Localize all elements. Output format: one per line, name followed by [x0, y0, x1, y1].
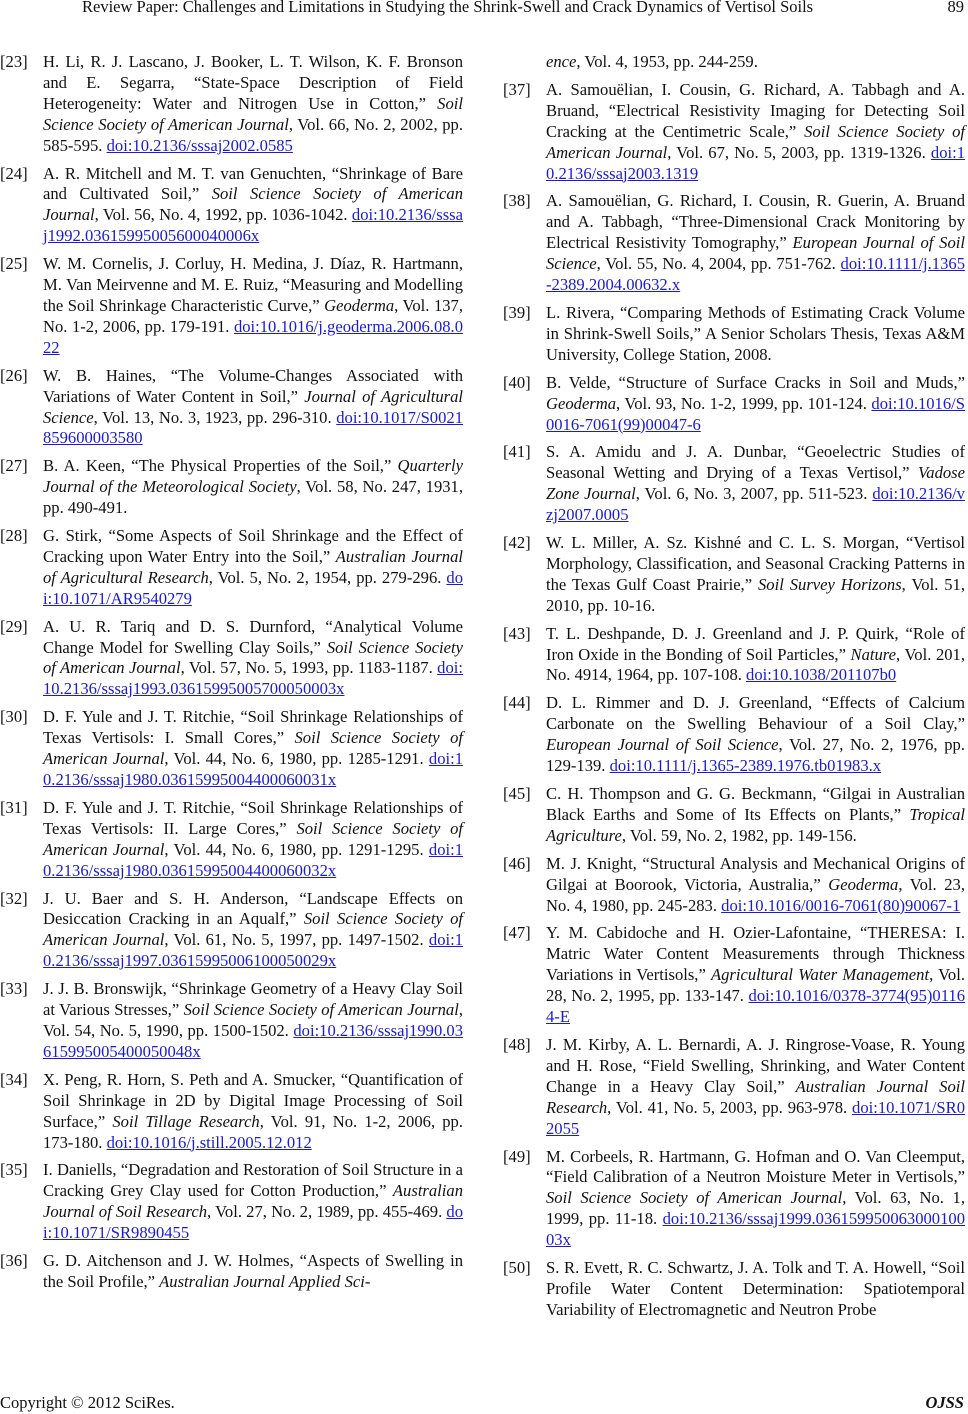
reference-journal: Geoderma [828, 874, 899, 894]
reference-item [0, 366, 463, 450]
reference-number: [40] [503, 372, 531, 392]
reference-number: [50] [503, 1258, 531, 1278]
doi-link[interactable]: doi:10.2136/sssaj1980.03615995004400060031x [43, 749, 464, 789]
reference-item [0, 1070, 463, 1154]
reference-authors-title: A. R. Mitchell and M. T. van Genuchten, “Shrinkage of Bare and Cultivated Soil,” [43, 163, 463, 204]
reference-authors-title: B. Velde, “Structure of Surface Cracks in Soil and Muds,” [546, 372, 965, 392]
reference-details: , Vol. 58, No. 247, 1931, pp. 490-491. [43, 477, 463, 518]
doi-link[interactable]: doi:10.1016/0016-7061(80)90067-1 [721, 895, 961, 915]
reference-details: , Vol. 57, No. 5, 1993, pp. 1183-1187. [180, 658, 438, 678]
reference-details: , Vol. 51, 2010, pp. 10-16. [546, 574, 966, 615]
reference-number: [38] [503, 191, 531, 211]
doi-link[interactable]: doi:10.1071/AR9540279 [43, 567, 463, 608]
reference-number: [37] [503, 79, 531, 99]
reference-item [503, 1258, 965, 1321]
reference-authors-title: W. B. Haines, “The Volume-Changes Associated with Variations of Water Content in Soil,” [43, 365, 463, 406]
reference-journal: Soil Science Society of American Journal [43, 909, 464, 950]
reference-journal: Quarterly Journal of the Meteorological Society [43, 456, 463, 497]
doi-link[interactable]: doi:10.2136/sssaj1980.03615995004400060032x [43, 839, 464, 880]
reference-authors-title: B. A. Keen, “The Physical Properties of the Soil,” [43, 456, 398, 476]
reference-item [0, 52, 463, 157]
reference-item [0, 617, 463, 701]
reference-item [0, 979, 463, 1063]
reference-details: , Vol. 23, No. 4, 1980, pp. 245-283. [546, 874, 965, 915]
reference-journal: Vadose Zone Journal [546, 463, 965, 504]
reference-item [503, 784, 965, 847]
reference-number: [49] [503, 1146, 531, 1166]
reference-journal: Journal of Agricultural Science [43, 386, 463, 427]
reference-item [503, 373, 965, 436]
reference-number: [30] [0, 707, 28, 727]
reference-details: , Vol. 201, No. 4914, 1964, pp. 107-108. [546, 644, 965, 685]
reference-details: , Vol. 93, No. 1-2, 1999, pp. 101-124. [616, 393, 872, 413]
reference-authors-title: J. M. Kirby, A. L. Bernardi, A. J. Ringrose-Voase, R. Young and H. Rose, “Field Swelling, Shrinking, and Water Content Change in a Heavy Clay Soil,” [546, 1034, 965, 1096]
reference-authors-title: I. Daniells, “Degradation and Restoration of Soil Structure in a Cracking Grey Clay used for Cotton Production,” [43, 1160, 463, 1201]
reference-number: [32] [0, 888, 28, 908]
reference-journal: Agricultural Water Management [711, 965, 930, 985]
doi-link[interactable]: doi:10.2136/vzj2007.0005 [546, 484, 965, 525]
doi-link[interactable]: doi:10.1017/S0021859600003580 [43, 407, 463, 448]
reference-number: [35] [0, 1160, 28, 1180]
reference-details: , Vol. 67, No. 5, 2003, pp. 1319-1326. [667, 142, 931, 162]
reference-journal: Soil Science Society of American Journal [546, 121, 965, 162]
reference-item [0, 254, 463, 359]
reference-number: [43] [503, 623, 531, 643]
reference-journal: Australian Journal Soil Research [546, 1076, 965, 1117]
doi-link[interactable]: doi:10.2136/sssaj1999.03615995006300010003x [546, 1209, 965, 1250]
reference-details: , Vol. 63, No. 1, 1999, pp. 11-18. [546, 1188, 965, 1229]
reference-journal: European Journal of Soil Science [546, 735, 779, 755]
reference-details: , Vol. 41, No. 5, 2003, pp. 963-978. [607, 1097, 853, 1117]
reference-number: [39] [503, 302, 531, 322]
doi-link[interactable]: doi:10.2136/sssaj1997.03615995006100050029x [43, 930, 464, 971]
reference-authors-title: T. L. Deshpande, D. J. Greenland and J. P. Quirk, “Role of Iron Oxide in the Bonding of Soil Particles,” [546, 623, 965, 664]
reference-number: [41] [503, 442, 531, 462]
running-header [0, 0, 968, 21]
reference-authors-title: G. Stirk, “Some Aspects of Soil Shrinkage and the Effect of Cracking upon Water Entry into the Soil,” [43, 526, 463, 566]
reference-details: , Vol. 13, No. 3, 1923, pp. 296-310. [93, 407, 337, 427]
references-left-column [0, 52, 463, 1300]
journal-abbreviation: OJSS [925, 1393, 964, 1412]
reference-authors-title: L. Rivera, “Comparing Methods of Estimating Crack Volume in Shrink-Swell Soils,” A Senior Scholars Thesis, Texas A&M University, College Station, 2008. [546, 302, 965, 364]
reference-journal: Nature [850, 644, 897, 664]
reference-journal: Soil Science Society of American Journal [183, 1000, 459, 1020]
reference-authors-title: M. J. Knight, “Structural Analysis and Mechanical Origins of Gilgai at Boorook, Victoria, Australia,” [546, 853, 965, 894]
reference-authors-title: W. M. Cornelis, J. Corluy, H. Medina, J. Díaz, R. Hartmann, M. Van Meirvenne and M. E. Ruiz, “Measuring and Modelling the Soil Shrinkage Characteristic Curve,” [43, 254, 463, 315]
reference-details: , Vol. 5, No. 2, 1954, pp. 279-296. [208, 567, 447, 587]
doi-link[interactable]: doi:10.2136/sssaj1993.03615995005700050003x [43, 658, 463, 699]
reference-item [503, 191, 965, 296]
reference-item [0, 164, 463, 248]
reference-item [503, 854, 965, 917]
reference-authors-title: W. L. Miller, A. Sz. Kishné and C. L. S. Morgan, “Vertisol Morphology, Classification, and Seasonal Cracking Patterns in the Texas Gulf Coast Prairie,” [546, 533, 965, 594]
reference-journal: ence [546, 52, 577, 71]
reference-details: , Vol. 4, 1953, pp. 244-259. [576, 52, 758, 71]
running-title: Review Paper: Challenges and Limitations in Studying the Shrink-Swell and Crack Dynamics of Vertisol Soils [82, 0, 814, 16]
reference-authors-title: A. Samouëlian, G. Richard, I. Cousin, R. Guerin, A. Bruand and A. Tabbagh, “Three-Dimensional Crack Monitoring by Electrical Resistivity Tomography,” [546, 191, 965, 253]
reference-item [0, 1160, 463, 1244]
reference-authors-title: X. Peng, R. Horn, S. Peth and A. Smucker, “Quantification of Soil Shrinkage in 2D by Digital Image Processing of Soil Surface,” [43, 1069, 463, 1131]
copyright-notice: Copyright © 2012 SciRes. [0, 1393, 175, 1412]
reference-details: , Vol. 44, No. 6, 1980, pp. 1285-1291. [164, 749, 429, 769]
reference-journal: Soil Science Society of American Journal [546, 1188, 843, 1208]
reference-details: , Vol. 44, No. 6, 1980, pp. 1291-1295. [164, 839, 429, 859]
doi-link[interactable]: doi:10.1016/0378-3774(95)01164-E [546, 986, 965, 1027]
reference-journal: European Journal of Soil Science [546, 233, 965, 274]
reference-item [503, 80, 965, 185]
reference-number: [46] [503, 853, 531, 873]
reference-number: [48] [503, 1034, 531, 1054]
reference-details: , Vol. 55, No. 4, 2004, pp. 751-762. [596, 254, 841, 274]
reference-journal: Soil Survey Horizons [758, 574, 902, 594]
reference-number: [45] [503, 784, 531, 803]
reference-authors-title: Y. M. Cabidoche and H. Ozier-Lafontaine, “THERESA: I. Matric Water Content Measurements through Thickness Variations in Vertisols,” [546, 923, 965, 985]
reference-item [503, 693, 965, 777]
doi-link[interactable]: doi:10.1016/S0016-7061(99)00047-6 [546, 393, 965, 434]
reference-details: , Vol. 59, No. 2, 1982, pp. 149-156. [621, 825, 857, 845]
reference-authors-title: C. H. Thompson and G. G. Beckmann, “Gilgai in Australian Black Earths and Some of Its Effects on Plants,” [546, 784, 965, 824]
reference-details: , Vol. 28, No. 2, 1995, pp. 133-147. [546, 965, 965, 1006]
reference-journal: Soil Science Society of American Journal [43, 184, 464, 225]
reference-journal: Soil Science Society of American Journal [43, 93, 463, 134]
reference-number: [26] [0, 365, 28, 385]
reference-authors-title: S. R. Evett, R. C. Schwartz, J. A. Tolk and T. A. Howell, “Soil Profile Water Content Determination: Spatiotemporal Variability of Electromagnetic and Neutron Probe [546, 1258, 965, 1319]
reference-details: , Vol. 6, No. 3, 2007, pp. 511-523. [635, 484, 873, 504]
reference-number: [44] [503, 693, 531, 713]
reference-authors-title: J. J. B. Bronswijk, “Shrinkage Geometry of a Heavy Clay Soil at Various Stresses,” [43, 979, 463, 1020]
reference-item [0, 707, 463, 791]
reference-item [0, 889, 463, 973]
reference-details: , Vol. 56, No. 4, 1992, pp. 1036-1042. [94, 205, 352, 225]
reference-number: [23] [0, 52, 28, 71]
reference-journal: Australian Journal of Agricultural Research [43, 546, 463, 587]
reference-authors-title: G. D. Aitchenson and J. W. Holmes, “Aspects of Swelling in the Soil Profile,” [43, 1251, 463, 1291]
doi-link[interactable]: doi:10.2136/sssaj1992.03615995005600040006x [43, 205, 463, 246]
reference-details: , Vol. 66, No. 2, 2002, pp. 585-595. [43, 114, 463, 155]
reference-number: [24] [0, 163, 28, 183]
reference-details: , Vol. 61, No. 5, 1997, pp. 1497-1502. [164, 930, 429, 950]
reference-number: [25] [0, 254, 28, 274]
reference-details: , Vol. 27, No. 2, 1976, pp. 129-139. [546, 735, 965, 776]
doi-link[interactable]: doi:10.1111/j.1365-2389.1976.tb01983.x [609, 756, 882, 776]
references-right-column [503, 52, 965, 1328]
reference-details: , Vol. 27, No. 2, 1989, pp. 455-469. [207, 1202, 447, 1222]
reference-item [0, 456, 463, 519]
reference-authors-title: D. F. Yule and J. T. Ritchie, “Soil Shrinkage Relationships of Texas Vertisols: I. Small Cores,” [43, 707, 463, 748]
reference-journal: Soil Science Society of American Journal [43, 818, 463, 859]
reference-journal: Tropical Agriculture [546, 804, 965, 845]
reference-number: [47] [503, 923, 531, 943]
reference-authors-title: H. Li, R. J. Lascano, J. Booker, L. T. Wilson, K. F. Bronson and E. Segarra, “State-Space Description of Field Heterogeneity: Water and Nitrogen Use in Cotton,” [43, 52, 463, 113]
reference-number: [42] [503, 533, 531, 553]
reference-journal: Soil Tillage Research [112, 1111, 260, 1131]
reference-item [503, 1035, 965, 1140]
reference-number: [31] [0, 797, 28, 817]
reference-item [503, 442, 965, 526]
reference-item [0, 526, 463, 610]
reference-item [0, 798, 463, 882]
reference-journal: Australian Journal of Soil Research [43, 1181, 463, 1222]
reference-journal: Soil Science Society of American Journal [43, 637, 463, 678]
doi-link[interactable]: doi:10.1071/SR9890455 [43, 1202, 463, 1243]
reference-authors-title: D. L. Rimmer and D. J. Greenland, “Effects of Calcium Carbonate on the Swelling Behaviour of a Soil Clay,” [546, 693, 965, 734]
reference-item [503, 303, 965, 366]
doi-link[interactable]: doi:10.1111/j.1365-2389.2004.00632.x [546, 254, 965, 295]
doi-link[interactable]: doi:10.2136/sssaj1990.03615995005400050048x [43, 1020, 463, 1061]
doi-link[interactable]: doi:10.1016/j.geoderma.2006.08.022 [43, 316, 463, 357]
reference-authors-title: S. A. Amidu and J. A. Dunbar, “Geoelectric Studies of Seasonal Wetting and Drying of a Texas Vertisol,” [546, 442, 965, 483]
reference-details: , Vol. 91, No. 1-2, 2006, pp. 173-180. [43, 1111, 463, 1152]
doi-link[interactable]: doi:10.1071/SR02055 [546, 1097, 965, 1138]
doi-link[interactable]: doi:10.2136/sssaj2003.1319 [546, 142, 966, 183]
reference-number: [36] [0, 1251, 28, 1271]
reference-number: [27] [0, 456, 28, 476]
reference-journal: Geoderma [546, 393, 617, 413]
reference-journal: Soil Science Society of American Journal [43, 728, 463, 769]
page-number: 89 [947, 0, 964, 16]
reference-item [503, 533, 965, 617]
reference-36-continuation [503, 52, 965, 73]
reference-authors-title: J. U. Baer and S. H. Anderson, “Landscape Effects on Desiccation Cracking in an Aqualf,” [43, 888, 463, 929]
reference-journal: Geoderma [324, 295, 395, 315]
reference-item [503, 624, 965, 687]
doi-link[interactable]: doi:10.1016/j.still.2005.12.012 [106, 1132, 312, 1152]
reference-item [0, 1251, 463, 1293]
reference-authors-title: D. F. Yule and J. T. Ritchie, “Soil Shrinkage Relationships of Texas Vertisols: II. Large Cores,” [43, 797, 463, 838]
reference-authors-title: A. Samouëlian, I. Cousin, G. Richard, A. Tabbagh and A. Bruand, “Electrical Resistivity Imaging for Detecting Soil Cracking at the Centimetric Scale,” [546, 79, 965, 141]
reference-number: [34] [0, 1069, 28, 1089]
reference-number: [29] [0, 616, 28, 636]
reference-authors-title: A. U. R. Tariq and D. S. Durnford, “Analytical Volume Change Model for Swelling Clay Soils,” [43, 616, 463, 657]
reference-item [503, 1147, 965, 1252]
reference-item [503, 923, 965, 1028]
reference-authors-title: M. Corbeels, R. Hartmann, G. Hofman and O. Van Cleemput, “Field Calibration of a Neutron Moisture Meter in Vertisols,” [546, 1146, 965, 1187]
reference-details: , Vol. 54, No. 5, 1990, pp. 1500-1502. [43, 1000, 463, 1040]
reference-number: [28] [0, 526, 28, 546]
reference-journal: Australian Journal Applied Sci- [159, 1271, 371, 1291]
doi-link[interactable]: doi:10.1038/201107b0 [746, 665, 897, 685]
reference-details: , Vol. 137, No. 1-2, 2006, pp. 179-191. [43, 295, 464, 336]
doi-link[interactable]: doi:10.2136/sssaj2002.0585 [106, 135, 293, 155]
reference-number: [33] [0, 979, 28, 999]
